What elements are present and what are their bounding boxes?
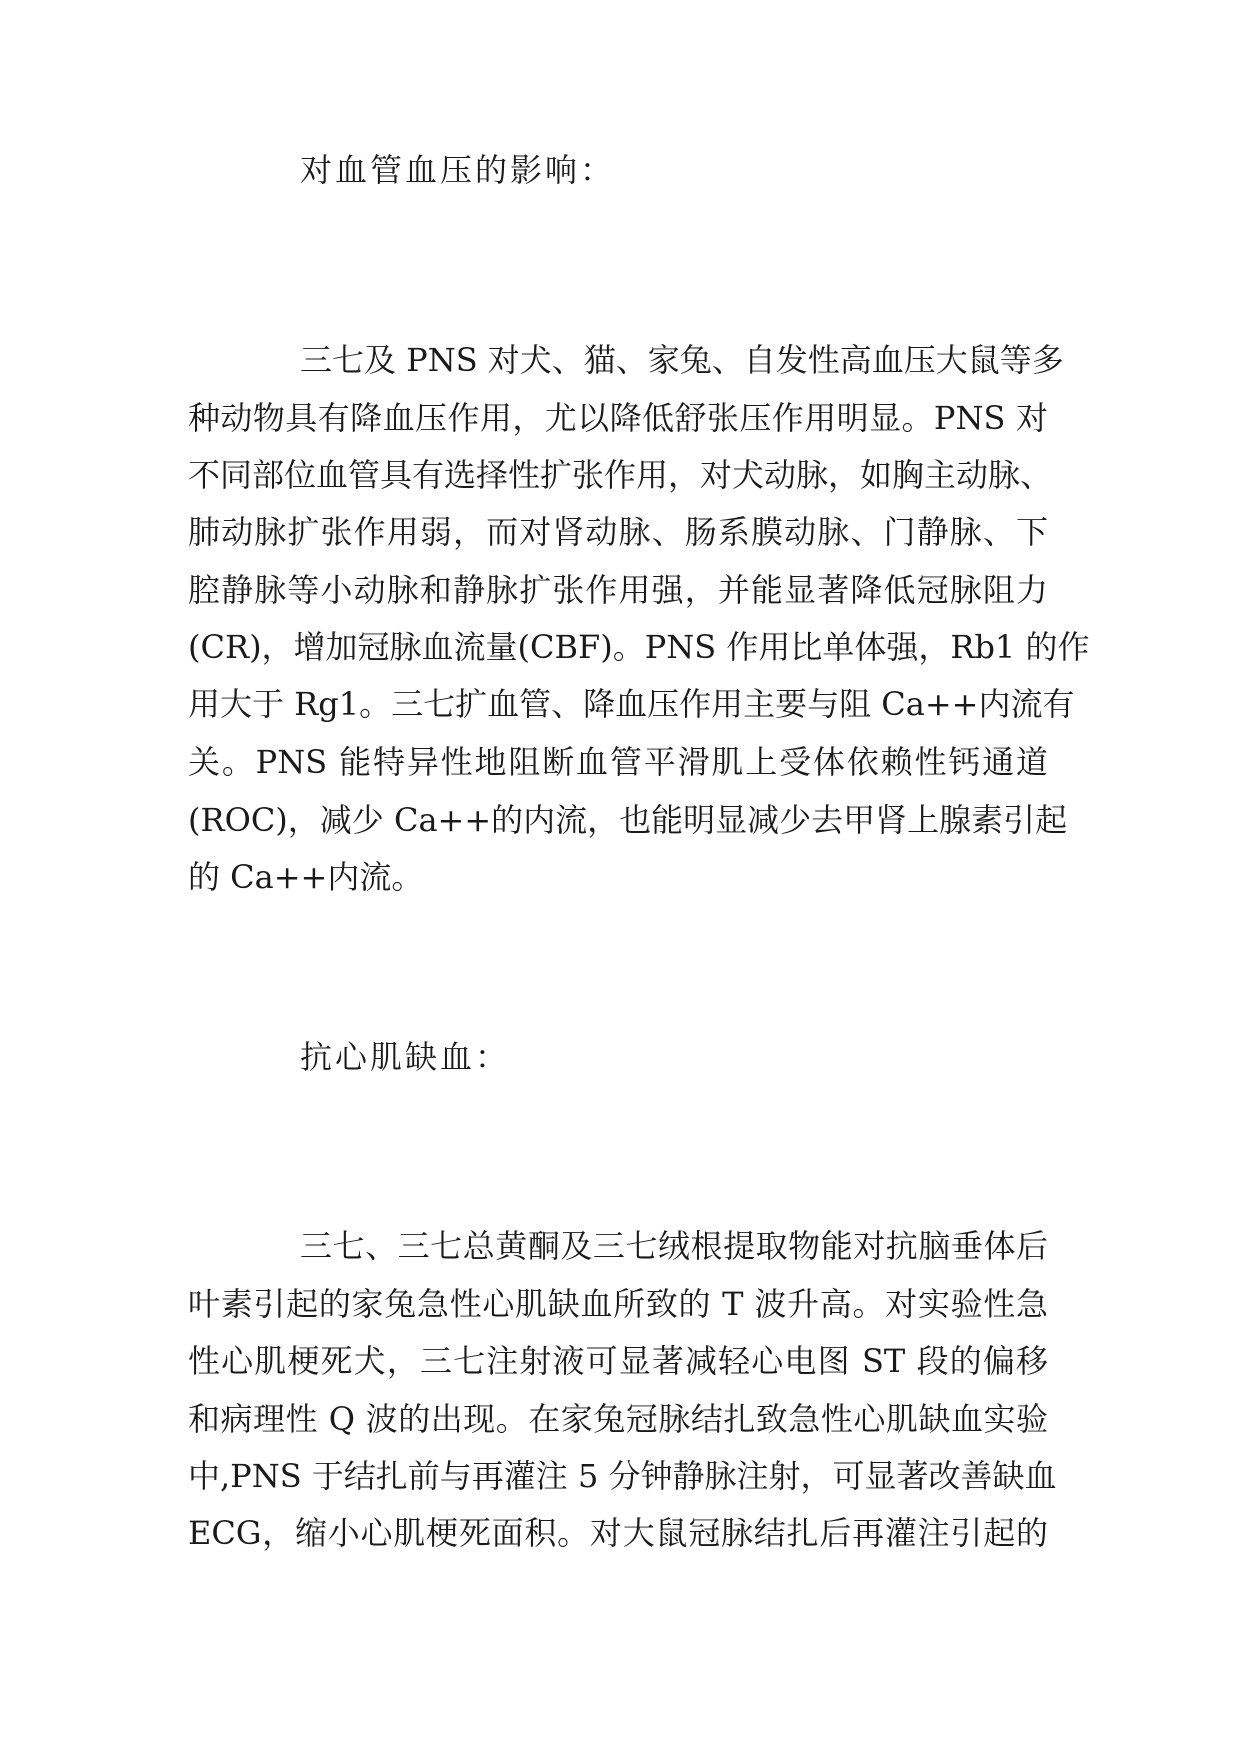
paragraph-line: 和病理性 Q 波的出现。在家兔冠脉结扎致急性心肌缺血实验 <box>188 1400 1048 1438</box>
paragraph-line: 叶素引起的家兔急性心肌缺血所致的 T 波升高。对实验性急 <box>188 1285 1048 1323</box>
paragraph-line: 肺动脉扩张作用弱，而对肾动脉、肠系膜动脉、门静脉、下 <box>188 513 1048 551</box>
paragraph-line: (CR)，增加冠脉血流量(CBF)。PNS 作用比单体强，Rb1 的作 <box>188 628 1090 666</box>
paragraph-line: 三七及 PNS 对犬、猫、家兔、自发性高血压大鼠等多 <box>300 341 1064 379</box>
paragraph-line: 腔静脉等小动脉和静脉扩张作用强，并能显著降低冠脉阻力 <box>188 571 1048 609</box>
paragraph-line: 关。PNS 能特异性地阻断血管平滑肌上受体依赖性钙通道 <box>188 743 1048 781</box>
paragraph-line: 性心肌梗死犬，三七注射液可显著减轻心电图 ST 段的偏移 <box>188 1342 1048 1380</box>
paragraph-line: 中,PNS 于结扎前与再灌注 5 分钟静脉注射，可显著改善缺血 <box>188 1457 1057 1495</box>
paragraph-line: 用大于 Rg1。三七扩血管、降血压作用主要与阻 Ca++内流有 <box>188 685 1075 723</box>
paragraph-line: ECG，缩小心肌梗死面积。对大鼠冠脉结扎后再灌注引起的 <box>188 1514 1048 1552</box>
paragraph-line: (ROC)，减少 Ca++的内流，也能明显减少去甲肾上腺素引起 <box>188 801 1068 839</box>
paragraph-line: 三七、三七总黄酮及三七绒根提取物能对抗脑垂体后 <box>300 1227 1048 1265</box>
section-heading-blood-pressure: 对血管血压的影响： <box>300 151 616 189</box>
paragraph-line: 不同部位血管具有选择性扩张作用，对犬动脉，如胸主动脉、 <box>188 456 1053 494</box>
paragraph-line: 种动物具有降血压作用，尤以降低舒张压作用明显。PNS 对 <box>188 399 1048 437</box>
paragraph-line: 的 Ca++内流。 <box>188 858 424 896</box>
section-heading-myocardial-ischemia: 抗心肌缺血： <box>300 1038 511 1076</box>
